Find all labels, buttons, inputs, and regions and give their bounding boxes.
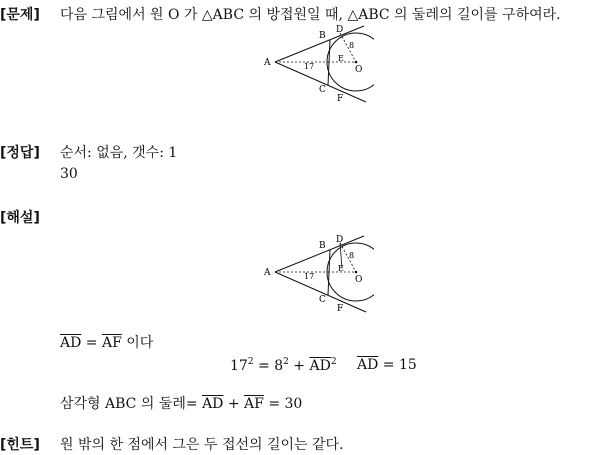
perimeter-plus: +: [227, 396, 240, 412]
perimeter-line: [60, 393, 302, 413]
excircle-figure: [262, 22, 374, 106]
perimeter-result: = 30: [268, 396, 303, 412]
solution-line-1: [60, 332, 153, 352]
solution-tag: [해설]: [0, 210, 40, 226]
fig-label-D: D: [336, 235, 344, 245]
eq-exp-1: 2: [247, 357, 254, 367]
fig-len-8: 8: [349, 41, 355, 50]
center-point: [355, 271, 358, 274]
perimeter-segment-AF: $\overline{AF}$: [244, 396, 264, 412]
fig-label-A: A: [264, 58, 271, 68]
hint-text: 원 밖의 한 점에서 그은 두 접선의 길이는 같다.: [60, 437, 344, 453]
answer-meta: 순서: 없음, 갯수: 1: [60, 145, 178, 161]
ad-length-equation: [357, 357, 417, 373]
perimeter-prefix: 삼각형 ABC 의 둘레=: [60, 396, 198, 412]
fig-label-F: F: [337, 304, 344, 314]
pythagoras-equation: [230, 357, 337, 374]
fig-label-B: B: [319, 31, 326, 41]
segment-AF: $\overline{AF}$: [101, 335, 122, 351]
eq-exp-2: 2: [283, 357, 289, 367]
answer-value: 30: [60, 166, 78, 182]
fig-label-F: F: [337, 94, 344, 104]
fig-len-17: 17: [304, 62, 315, 71]
fig-label-E: E: [338, 54, 344, 63]
answer-tag: [정답]: [0, 145, 40, 161]
side-BC: [328, 250, 330, 295]
eq2-rest: = 15: [382, 357, 417, 373]
tangent-line-lower: [275, 62, 366, 102]
segment-AD: $\overline{AD}$: [60, 335, 82, 351]
fig-label-C: C: [319, 295, 326, 305]
fig-label-B: B: [319, 241, 326, 251]
solution-line-1-suffix: 이다: [126, 335, 154, 351]
problem-tag: [문제]: [0, 7, 40, 23]
eq-segment-AD: $\overline{AD}$: [309, 358, 331, 374]
fig-label-A: A: [264, 268, 271, 278]
eq-exp-3: 2: [330, 357, 337, 367]
fig-len-17: 17: [304, 272, 315, 281]
tangent-line-lower: [275, 272, 366, 312]
eq-mid: = 8: [258, 358, 284, 374]
eq-plus: +: [293, 358, 306, 374]
fig-label-C: C: [319, 85, 326, 95]
excircle-figure-solution: [262, 232, 374, 316]
perimeter-segment-AD: $\overline{AD}$: [202, 396, 224, 412]
eq2-segment-AD: $\overline{AD}$: [357, 357, 379, 373]
hint-tag: [힌트]: [0, 437, 40, 453]
fig-label-D: D: [336, 25, 344, 35]
fig-label-O: O: [355, 65, 363, 75]
center-point: [355, 61, 358, 64]
problem-text: 다음 그림에서 원 O 가 △ABC 의 방접원일 때, △ABC 의 둘레의 길이를 구하여라.: [60, 7, 561, 23]
equals-sign: =: [85, 335, 98, 351]
fig-label-E: E: [338, 264, 344, 273]
fig-len-8: 8: [349, 251, 355, 260]
eq-base-17: 17: [230, 358, 248, 374]
fig-label-O: O: [355, 275, 363, 285]
side-BC: [328, 40, 330, 85]
